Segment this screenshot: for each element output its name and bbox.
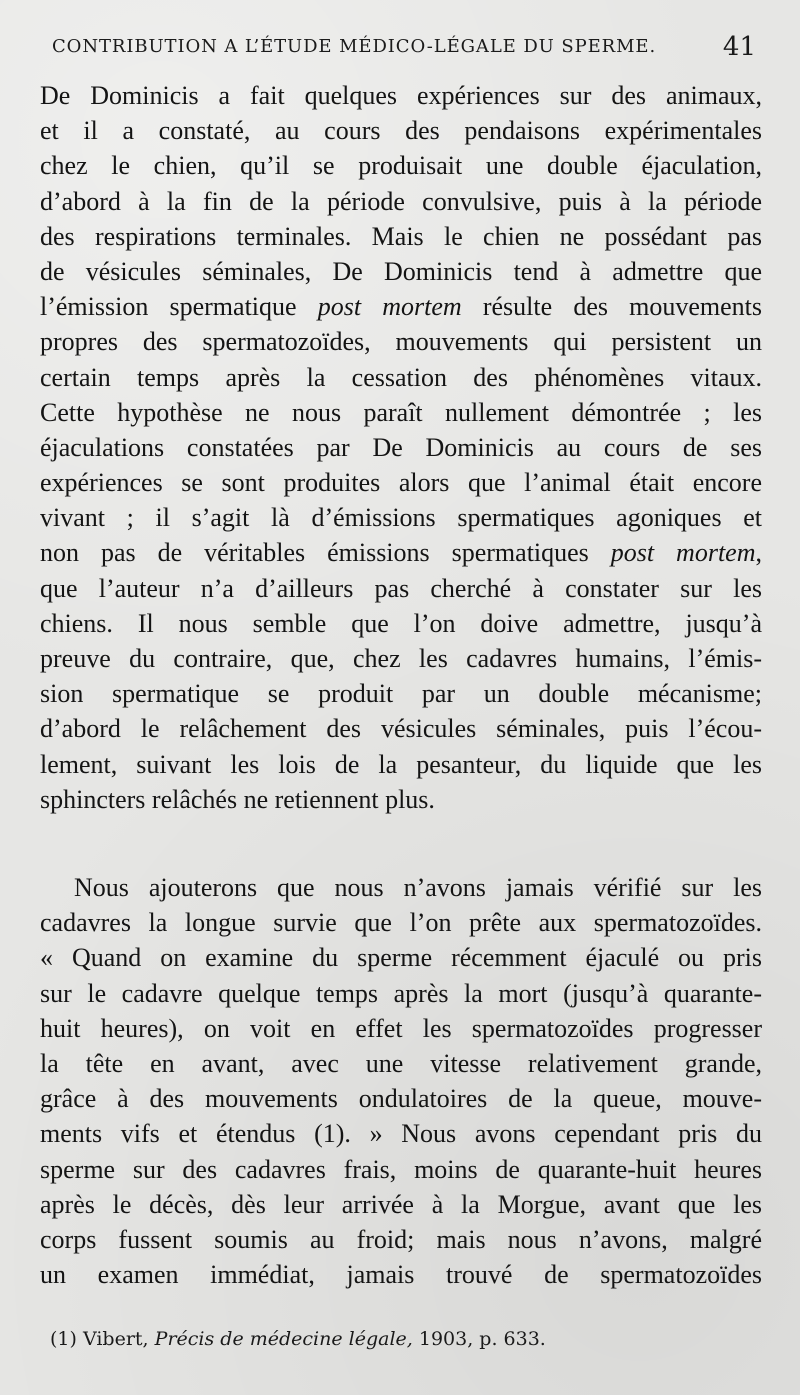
footnote-details: 1903, p. 633. — [418, 1328, 546, 1350]
text-line: propres des spermatozoïdes, mouvements qui persistent un — [40, 327, 762, 357]
text-line: de vésicules séminales, De Dominicis tend à admettre que — [40, 256, 762, 286]
page-number: 41 — [722, 32, 756, 62]
text-line: Nous ajouterons que nous n’avons jamais vérifié sur les — [74, 873, 762, 902]
text-line: cadavres la longue survie que l’on prête aux spermatozoïdes. — [40, 908, 762, 938]
text-line: d’abord à la fin de la période convulsive, puis à la période — [40, 186, 762, 216]
text-line: grâce à des mouvements ondulatoires de la queue, mouve- — [40, 1084, 762, 1114]
text-line: l’émission spermatique post mortem résulte des mouvements — [40, 292, 763, 322]
running-title: CONTRIBUTION A L’ÉTUDE MÉDICO-LÉGALE DU SPERME. — [52, 36, 657, 57]
text-line: sion spermatique se produit par un double mécanisme; — [40, 679, 762, 709]
text-line: certain temps après la cessation des phénomènes vitaux. — [40, 362, 762, 392]
text-line: éjaculations constatées par De Dominicis au cours de ses — [40, 432, 762, 462]
text-line: « Quand on examine du sperme récemment éjaculé ou pris — [40, 943, 762, 973]
text-line: que l’auteur n’a d’ailleurs pas cherché à constater sur les — [40, 573, 762, 603]
text-line: après le décès, dès leur arrivée à la Morgue, avant que les — [40, 1189, 762, 1219]
text-line: chez le chien, qu’il se produisait une double éjaculation, — [40, 151, 762, 181]
paragraph-1 — [40, 78, 762, 817]
text-line: sphincters relâchés ne retiennent plus. — [40, 784, 435, 814]
text-line: preuve du contraire, que, chez les cadavres humains, l’émis- — [40, 644, 762, 673]
text-line: un examen immédiat, jamais trouvé de spermatozoïdes — [40, 1260, 762, 1290]
text-line: non pas de véritables émissions spermatiques post mortem, — [40, 538, 762, 568]
text-line: ments vifs et étendus (1). » Nous avons cependant pris du — [40, 1119, 762, 1149]
text-line: huit heures), on voit en effet les spermatozoïdes progresser — [40, 1013, 762, 1043]
text-line: Cette hypothèse ne nous paraît nullement démontrée ; les — [40, 397, 762, 427]
text-line: expériences se sont produites alors que l’animal était encore — [40, 468, 762, 498]
footnote-author: Vibert, — [82, 1328, 149, 1350]
text-line: sur le cadavre quelque temps après la mort (jusqu’à quarante- — [40, 978, 762, 1008]
text-line: chiens. Il nous semble que l’on doive admettre, jusqu’à — [40, 608, 762, 638]
text-line: corps fussent soumis au froid; mais nous n’avons, malgré — [40, 1224, 762, 1254]
text-line: lement, suivant les lois de la pesanteur, du liquide que les — [40, 749, 762, 779]
paragraph-2 — [40, 870, 762, 1292]
footnote — [50, 1328, 546, 1350]
text-line: d’abord le relâchement des vésicules séminales, puis l’écou- — [40, 714, 762, 744]
text-line: vivant ; il s’agit là d’émissions spermatiques agoniques et — [40, 503, 762, 533]
text-line: sperme sur des cadavres frais, moins de quarante-huit heures — [40, 1154, 762, 1184]
text-line: et il a constaté, au cours des pendaisons expérimentales — [40, 116, 762, 146]
footnote-marker: (1) — [50, 1328, 77, 1350]
page-header — [52, 32, 762, 66]
text-line: des respirations terminales. Mais le chien ne possédant pas — [40, 221, 762, 251]
footnote-title: Précis de médecine légale, — [154, 1328, 413, 1350]
text-line: la tête en avant, avec une vitesse relativement grande, — [40, 1048, 762, 1078]
text-line: De Dominicis a fait quelques expériences sur des animaux, — [40, 81, 762, 110]
